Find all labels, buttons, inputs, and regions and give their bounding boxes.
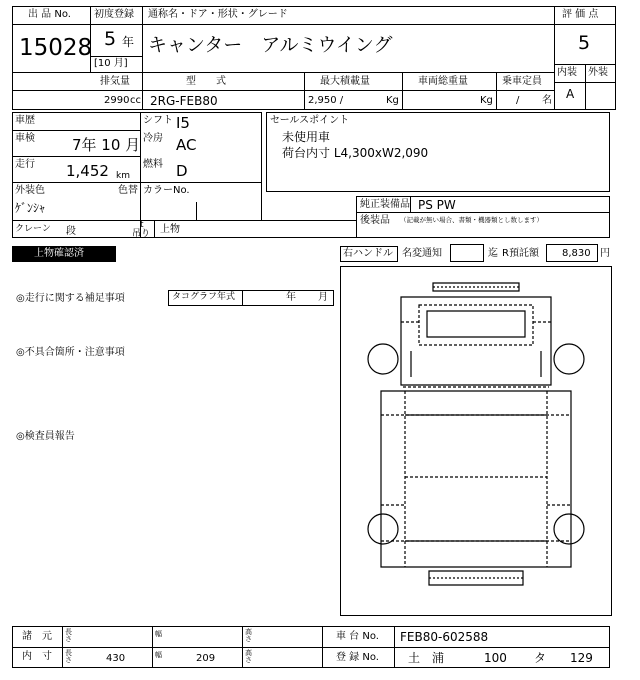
truck-diagram-frame <box>340 266 612 616</box>
crane-hanging: 吊り <box>132 229 151 239</box>
chassis-value: FEB80-602588 <box>400 630 489 644</box>
rhd-label: 右ハンドル <box>343 248 393 259</box>
car-name-label: 通称名・ドア・形状・グレード <box>148 9 288 20</box>
max-load-label: 最大積載量 <box>320 76 370 87</box>
ac-value: AC <box>176 136 197 154</box>
plate-number: 129 <box>570 651 593 665</box>
reg-label: 初度登録 <box>94 9 134 20</box>
deposit-mark: 迄 <box>488 248 498 259</box>
tacho-month: 月 <box>318 292 328 303</box>
inner-height-label: 高さ <box>245 649 252 664</box>
inner-width-label: 幅 <box>155 651 162 659</box>
deposit-label: R預託額 <box>502 248 539 259</box>
inner-width-value: 209 <box>196 653 216 664</box>
inspection-label: 車検 <box>15 133 35 144</box>
mileage-unit: km <box>116 171 130 181</box>
plate-class: 100 <box>484 651 507 665</box>
shift-value: I5 <box>176 114 190 132</box>
color-value: ｹﾞﾝｼｬ <box>15 201 46 215</box>
gross-weight-label: 車両総重量 <box>418 76 468 87</box>
chassis-label: 車 台 No. <box>336 631 379 642</box>
plate-kana: タ <box>534 651 547 665</box>
driving-notes-heading: ◎走行に関する補足事項 <box>16 293 125 304</box>
spec-width-label: 幅 <box>155 630 162 638</box>
ac-label: 冷房 <box>143 133 163 144</box>
score-value: 5 <box>578 32 591 54</box>
crane-label: クレーン <box>15 224 51 234</box>
capacity-slash: / <box>516 95 520 106</box>
name-change-box <box>450 244 484 262</box>
color-no-label: カラーNo. <box>143 185 190 196</box>
shift-label: シフト <box>143 115 173 126</box>
spec-length-label: 長さ <box>65 628 72 643</box>
history-label: 車歴 <box>15 115 35 126</box>
displacement-value: 2990 <box>104 95 130 106</box>
mileage-value: 1,452 <box>66 162 109 180</box>
gross-weight-unit: Kg <box>480 95 493 106</box>
reg-year: 5 <box>104 28 117 50</box>
inner-size-label: 内 寸 <box>22 651 52 662</box>
sales-point-line1: 未使用車 <box>282 130 331 144</box>
equipment-value: PS PW <box>418 198 456 212</box>
inspector-heading: ◎検査員報告 <box>16 431 75 442</box>
sales-points-label: セールスポイント <box>270 115 350 126</box>
inspection-value: 7年 10 月 <box>72 136 141 154</box>
aftermarket-label: 後装品 <box>360 215 390 226</box>
color-change-label: 色替 <box>118 185 138 196</box>
exterior-label: 外装 <box>588 67 608 78</box>
color-label: 外装色 <box>15 185 45 196</box>
inner-length-value: 430 <box>106 653 126 664</box>
tacho-year: 年 <box>286 292 296 303</box>
plate-area: 土 浦 <box>408 651 445 665</box>
tacho-label: タコグラフ年式 <box>172 292 236 302</box>
spec-height-label: 高さ <box>245 628 252 643</box>
sales-point-line2: 荷台内寸 L4,300xW2,090 <box>282 146 429 160</box>
inner-length-label: 長さ <box>65 649 72 664</box>
score-label: 評 価 点 <box>562 9 599 20</box>
interior-label: 内装 <box>557 67 577 78</box>
defects-heading: ◎不具合箇所・注意事項 <box>16 347 125 358</box>
lot-number: 15028 <box>19 35 93 61</box>
car-name: キャンター アルミウイング <box>148 34 393 56</box>
body-label: 上物 <box>160 224 180 235</box>
reg-month: [10 月] <box>94 58 128 69</box>
equipment-label: 純正装備品 <box>360 199 410 210</box>
crane-stage: 段 <box>66 226 76 237</box>
spec-label: 諸 元 <box>22 631 52 642</box>
displacement-unit: cc <box>130 95 141 106</box>
deposit-value: 8,830 <box>562 248 591 259</box>
name-change-label: 名変通知 <box>402 248 442 259</box>
mileage-label: 走行 <box>15 159 35 170</box>
model-label: 型 式 <box>186 76 226 87</box>
max-load-value: 2,950 / <box>308 95 344 106</box>
deposit-unit: 円 <box>600 248 610 259</box>
fuel-label: 燃料 <box>143 159 163 170</box>
fuel-value: D <box>176 162 188 180</box>
truck-diagram <box>341 267 611 615</box>
body-check-text: 上物確認済 <box>34 248 84 259</box>
model-value: 2RG-FEB80 <box>150 94 218 108</box>
lot-label: 出 品 No. <box>28 9 71 20</box>
aftermarket-note: （記載が無い場合、書類・機器類とし数します） <box>400 216 543 224</box>
crane-ton: t <box>140 220 144 230</box>
displacement-label: 排気量 <box>100 76 130 87</box>
reg-year-unit: 年 <box>122 35 135 49</box>
plate-label: 登 録 No. <box>336 652 379 663</box>
capacity-label: 乗車定員 <box>502 76 542 87</box>
max-load-unit: Kg <box>386 95 399 106</box>
capacity-unit: 名 <box>542 95 552 106</box>
interior-grade: A <box>566 87 575 101</box>
